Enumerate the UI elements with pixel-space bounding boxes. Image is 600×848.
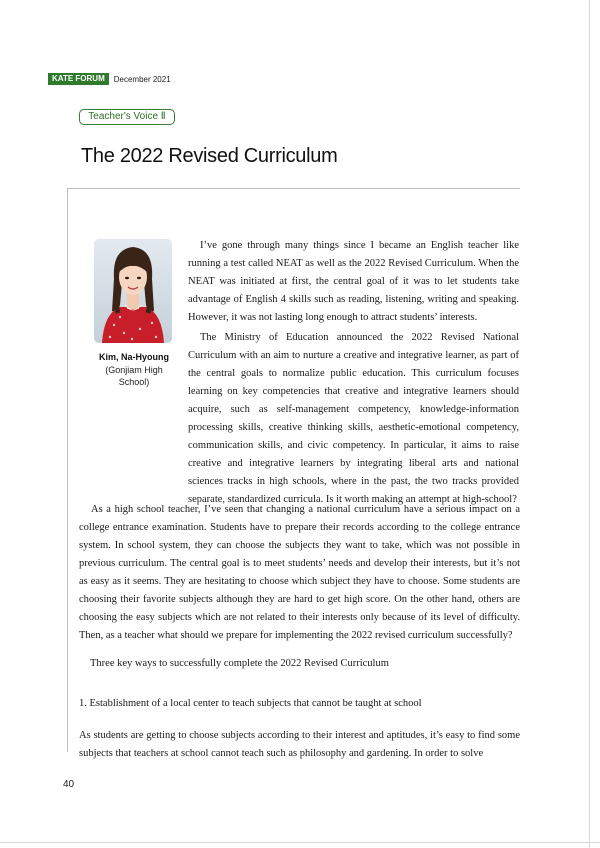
article-title: The 2022 Revised Curriculum <box>81 145 338 167</box>
page-edge-bottom <box>0 842 600 843</box>
intro-paragraph-2: The Ministry of Education announced the 2022 Revised National Curriculum with an aim to nurture a creative and integrative learner, as part of the central goals to normalize public education. This curriculum focuses learning on key competencies that creative and integrative learners should acquire, such as self-management competency, knowledge-information processing skills, creative thinking skills, aesthetic-emotional competency, communication skills, and civic competency. In particular, it aims to raise creative and integrative learners by integrating liberal arts and national sciences tracks in high schools, where in the past, the two tracks provided separate, standardized curricula. Is it worth making an attempt at high-school? <box>188 332 519 505</box>
intro-paragraph-1: I’ve gone through many things since I became an English teacher like running a test called NEAT as well as the 2022 Revised Curriculum. When the NEAT was initiated at first, the central goal of it was to let students take advantage of English 4 skills such as reading, listening, writing and speaking. However, it was not lasting long enough to attract students’ interests. <box>188 240 519 323</box>
intro-column <box>188 237 519 509</box>
author-name: Kim, Na-Hyoung <box>98 352 169 362</box>
section-subheading: Three key ways to successfully complete the 2022 Revised Curriculum <box>90 658 389 669</box>
page-number: 40 <box>63 779 75 790</box>
title-rule <box>67 188 520 189</box>
running-header <box>48 73 171 85</box>
author-portrait-image <box>94 239 172 343</box>
body-paragraph: As a high school teacher, I’ve seen that changing a national curriculum have a serious impact on a college entrance examination. Students have to prepare their records according to the college entrance system. In school system, they can choose the subjects they want to take, which was not possible in previous curriculum. The central goal is to meet students’ needs and develop their interests, but it’s not as easy as it seems. They are hesitating to choose which subject they have to choose. Some students are choosing their favorite subjects although they are hard to get high score. On the other hand, others are choosing the easy subjects which are not related to their interests only because of its level of difficulty. Then, as a teacher what should we prepare for implementing the 2022 revised curriculum successfully? <box>79 504 520 641</box>
page-edge-right <box>589 0 590 848</box>
point-1-paragraph: As students are getting to choose subjects according to their interest and aptitudes, it’s easy to find some subjects that teachers at school cannot teach such as philosophy and gardening. In order to solve <box>79 729 520 759</box>
margin-rule <box>67 188 68 752</box>
issue-date: December 2021 <box>113 74 171 84</box>
author-photo <box>94 239 172 343</box>
point-1-text <box>79 716 520 773</box>
author-affiliation: (Gonjiam High School) <box>105 365 163 387</box>
section-tag: Teacher's Voice Ⅱ <box>79 109 175 125</box>
body-text <box>79 501 520 645</box>
point-1-heading: 1. Establishment of a local center to teach subjects that cannot be taught at school <box>79 698 422 709</box>
publication-badge: KATE FORUM <box>48 73 109 85</box>
